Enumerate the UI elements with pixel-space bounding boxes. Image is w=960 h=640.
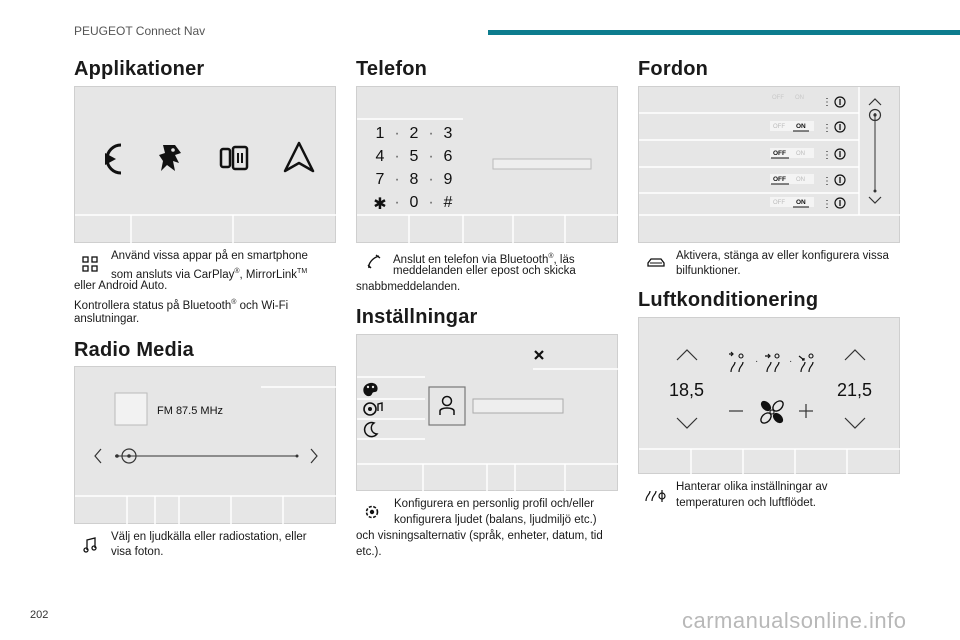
fan-increase-icon[interactable] (799, 404, 813, 418)
installningar-text2: konfigurera ljudet (balans, ljudmiljö etc.) (394, 514, 597, 526)
key-6[interactable]: 6 (443, 148, 453, 165)
key-sep: · (428, 148, 434, 165)
key-star[interactable]: ✱ (373, 196, 387, 213)
close-icon[interactable] (535, 351, 543, 359)
key-4[interactable]: 4 (375, 148, 385, 165)
info-icon[interactable] (835, 97, 845, 107)
carplay-icon[interactable] (105, 145, 121, 173)
temp-right-down-icon[interactable] (845, 418, 865, 428)
station-frequency: FM 87.5 MHz (157, 405, 224, 417)
key-sep: · (428, 125, 434, 142)
fordon-text2: bilfunktioner. (676, 265, 741, 277)
key-0[interactable]: 0 (409, 194, 419, 211)
toggle-off-label: OFF (772, 95, 784, 101)
key-sep: · (394, 125, 400, 142)
toggle-on-label[interactable]: ON (796, 151, 805, 157)
toggle-on-label[interactable]: ON (796, 123, 806, 130)
applikationer-text5: Kontrollera status på Bluetooth® och Wi-Fi (74, 299, 289, 312)
applikationer-text7: anslutningar. (74, 313, 140, 325)
climate-icon (643, 487, 667, 505)
key-3[interactable]: 3 (443, 125, 453, 142)
svg-text:·: · (789, 356, 793, 367)
info-icon[interactable] (835, 175, 845, 185)
luftkonditionering-screen (638, 317, 900, 474)
car-icon (646, 256, 666, 270)
music-note-icon (83, 537, 97, 553)
more-options-icon[interactable]: ⋮ (822, 123, 832, 134)
installningar-screen (356, 334, 618, 491)
scroll-down-icon[interactable] (869, 197, 881, 203)
temp-left-down-icon[interactable] (677, 418, 697, 428)
heading-radio-media: Radio Media (74, 339, 194, 361)
key-sep: · (428, 194, 434, 211)
key-9[interactable]: 9 (443, 171, 453, 188)
luftkonditionering-text2: temperaturen och luftflödet. (676, 497, 816, 509)
fordon-row-4[interactable] (770, 174, 845, 187)
temp-left-up-icon[interactable] (677, 350, 697, 360)
temp-left-value: 18,5 (669, 380, 705, 400)
key-sep: · (394, 171, 400, 188)
sound-settings-icon[interactable] (364, 403, 382, 415)
moon-icon[interactable] (365, 423, 377, 437)
installningar-text3: och visningsalternativ (språk, enheter, datum, tid (356, 530, 603, 542)
heading-installningar: Inställningar (356, 306, 478, 328)
heading-applikationer: Applikationer (74, 58, 205, 80)
more-options-icon[interactable]: ⋮ (822, 199, 832, 210)
scroll-up-icon[interactable] (869, 99, 881, 105)
radio-media-text2: visa foton. (111, 546, 164, 558)
applikationer-text2: som ansluts via CarPlay®, MirrorLink™ (111, 268, 308, 281)
svg-text:·: · (755, 356, 759, 367)
key-hash[interactable]: # (443, 194, 453, 211)
phone-handset-icon (366, 254, 382, 270)
applikationer-text4: eller Android Auto. (74, 280, 168, 292)
key-sep: · (428, 171, 434, 188)
temp-right-value: 21,5 (837, 380, 873, 400)
watermark: carmanualsonline.info (682, 608, 907, 633)
header-title: PEUGEOT Connect Nav (74, 24, 206, 38)
installningar-text4: etc.). (356, 546, 382, 558)
toggle-off-label[interactable]: OFF (773, 176, 786, 183)
fordon-row-1[interactable] (772, 95, 845, 108)
settings-gear-icon (363, 503, 381, 521)
applikationer-screen (74, 86, 336, 243)
key-7[interactable]: 7 (375, 171, 385, 188)
toggle-on-label[interactable]: ON (796, 177, 805, 183)
header-accent-bar (488, 30, 960, 35)
more-options-icon[interactable]: ⋮ (822, 150, 832, 161)
installningar-text1: Konfigurera en personlig profil och/eller (394, 498, 595, 510)
profile-name-field[interactable] (473, 399, 563, 413)
prev-station-icon[interactable] (95, 449, 101, 463)
keypad[interactable] (371, 125, 457, 217)
phone-number-field[interactable] (493, 159, 591, 169)
key-2[interactable]: 2 (409, 125, 419, 142)
heading-luftkonditionering: Luftkonditionering (638, 289, 819, 311)
telefon-text3: snabbmeddelanden. (356, 281, 461, 293)
station-artwork (115, 393, 147, 425)
fordon-row-2[interactable] (770, 121, 845, 134)
next-station-icon[interactable] (311, 449, 317, 463)
more-options-icon[interactable]: ⋮ (822, 176, 832, 187)
fan-icon (759, 399, 785, 425)
toggle-off-label[interactable]: OFF (773, 200, 785, 206)
telefon-text1: Anslut en telefon via Bluetooth®, läs (393, 253, 575, 266)
key-5[interactable]: 5 (409, 148, 419, 165)
toggle-off-label[interactable]: OFF (773, 124, 785, 130)
toggle-on-label: ON (795, 95, 804, 101)
luftkonditionering-text1: Hanterar olika inställningar av (676, 481, 828, 493)
page-number: 202 (30, 609, 49, 621)
airflow-feet-icon[interactable] (799, 354, 813, 372)
telefon-screen (356, 86, 618, 243)
heading-telefon: Telefon (356, 58, 428, 80)
applikationer-text1: Använd vissa appar på en smartphone (111, 250, 308, 262)
palette-icon[interactable] (363, 383, 377, 396)
apps-grid-icon (82, 256, 98, 272)
key-sep: · (394, 194, 400, 211)
info-icon[interactable] (835, 149, 845, 159)
peugeot-lion-icon[interactable] (159, 145, 181, 171)
airflow-face-icon[interactable] (729, 352, 743, 372)
telefon-text2: meddelanden eller epost och skicka (393, 265, 576, 277)
radio-media-screen (74, 366, 336, 524)
toggle-off-label[interactable]: OFF (773, 150, 786, 157)
key-1[interactable]: 1 (375, 125, 385, 142)
info-icon[interactable] (835, 198, 845, 208)
heading-fordon: Fordon (638, 58, 709, 80)
key-sep: · (394, 148, 400, 165)
android-auto-icon[interactable] (285, 143, 313, 171)
fordon-row-3[interactable] (770, 148, 845, 161)
mirrorlink-icon[interactable] (221, 147, 247, 169)
radio-media-text1: Välj en ljudkälla eller radiostation, eller (111, 531, 307, 543)
temp-right-up-icon[interactable] (845, 350, 865, 360)
fordon-screen (638, 86, 900, 243)
key-8[interactable]: 8 (409, 171, 419, 188)
more-options-icon[interactable]: ⋮ (822, 97, 832, 108)
airflow-body-icon[interactable] (765, 354, 779, 372)
toggle-on-label[interactable]: ON (796, 199, 806, 206)
fordon-text1: Aktivera, stänga av eller konfigurera vissa (676, 250, 889, 262)
fordon-row-5[interactable] (770, 197, 845, 210)
info-icon[interactable] (835, 122, 845, 132)
